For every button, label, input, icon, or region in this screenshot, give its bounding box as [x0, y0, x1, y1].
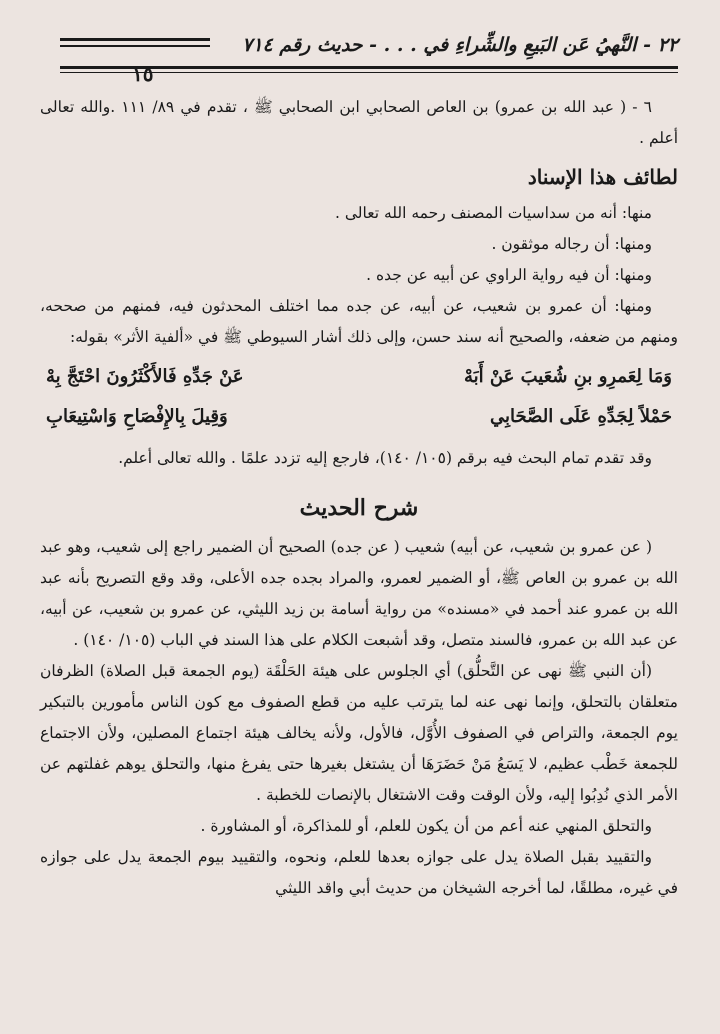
hemistich-left: وَقِيلَ بِالإِفْصَاحِ وَاسْتِيعَابِ [46, 406, 228, 427]
after-poem-paragraph: وقد تقدم تمام البحث فيه برقم (١٠٥/ ١٤٠)، فارجع إليه تزدد علمًا . والله تعالى أعلم. [118, 449, 652, 467]
lataif-item: ومنها: أن فيه رواية الراوي عن أبيه عن جده . [366, 266, 652, 284]
poem-verse [40, 397, 678, 437]
poem-verse [40, 357, 678, 397]
lataif-item: ومنها: أن عمرو بن شعيب، عن أبيه، عن جده مما اختلف المحدثون فيه، فمنهم من صححه، ومنهم من ضعفه، والصحيح أنه سند حسن، وإلى ذلك أشار السيوطي ﷺ في «ألفية الأثر» بقوله: [40, 297, 678, 346]
lataif-item: منها: أنه من سداسيات المصنف رحمه الله تعالى . [335, 204, 652, 222]
running-header [60, 30, 678, 86]
page-body [40, 92, 678, 904]
hemistich-left: عَنْ جَدِّهِ فَالأَكْثَرُونَ احْتَجَّ بِهْ [46, 366, 244, 387]
poem [40, 357, 678, 437]
sharh-paragraph: (أن النبي ﷺ نهى عن التَّحلُّق) أي الجلوس على هيئة الحَلْقَة (يوم الجمعة قبل الصلاة) الظرفان متعلقان بالتحلق، وإنما نهى عنه لما يترتب عليه من قطع الصفوف مع كون الناس مأمورين بالتبكير يوم الجمعة، والتراص في الصفوف الأُوَّل، فالأول، ولأنه يخالف هيئة اجتماع المصلين، ولأن الاجتماع للجمعة خَطْب عظيم، لا يَسَعُ مَنْ حَضَرَهَا أن يشتغل بغيرها حتى يفرغ منها، والتحلق يوهم غفلتهم عن الأمر الذي نُدِبُوا إليه، ولأن الوقت وقت الاشتغال بالإنصات للخطبة . [40, 662, 678, 804]
header-rule [60, 45, 210, 47]
header-title: ٢٢ - النَّهيُ عَن البَيعِ والشِّراءِ في . . . - حديث رقم ٧١٤ [242, 34, 678, 56]
sharh-paragraph: ( عن عمرو بن شعيب، عن أبيه) شعيب ( عن جده) الصحيح أن الضمير راجع إلى شعيب، وهو عبد الله بن عمرو بن العاص ﷺ، أو الضمير لعمرو، والمراد بجده جده الأعلى، وقد وقع التصريح بأنه عبد الله بن عمرو عند أحمد في «مسنده» من رواية أسامة بن زيد الليثي، عن عمرو بن شعيب، عن أبيه، عن عبد الله بن عمرو، فالسند متصل، وقد أشبعت الكلام على هذا السند في الباب (١٠٥/ ١٤٠) . [40, 538, 678, 649]
header-rule [60, 38, 210, 41]
hemistich-right: وَمَا لِعَمرِو بنِ شُعَيبَ عَنْ أَبَهْ [463, 366, 672, 387]
section-heading-sharh: شرح الحديث [299, 495, 419, 521]
lataif-item: ومنها: أن رجاله موثقون . [491, 235, 652, 253]
sharh-paragraph: والتقييد بقبل الصلاة يدل على جوازه بعدها للعلم، ونحوه، والتقييد بيوم الجمعة يدل على جوازه في غيره، مطلقًا، لما أخرجه الشيخان من حديث أبي واقد الليثي [40, 848, 678, 897]
sharh-paragraph: والتحلق المنهي عنه أعم من أن يكون للعلم، أو للمذاكرة، أو المشاورة . [200, 817, 652, 835]
hemistich-right: حَمْلاً لِجَدِّهِ عَلَى الصَّحَابِي [490, 406, 672, 427]
page-number: ١٥ [132, 62, 154, 86]
narrator-paragraph: ٦ - ( عبد الله بن عمرو) بن العاص الصحابي ابن الصحابي ﷺ ، تقدم في ٨٩/ ١١١ .والله تعالى أعلم . [40, 98, 678, 147]
section-heading-lataif: لطائف هذا الإسناد [527, 165, 678, 189]
